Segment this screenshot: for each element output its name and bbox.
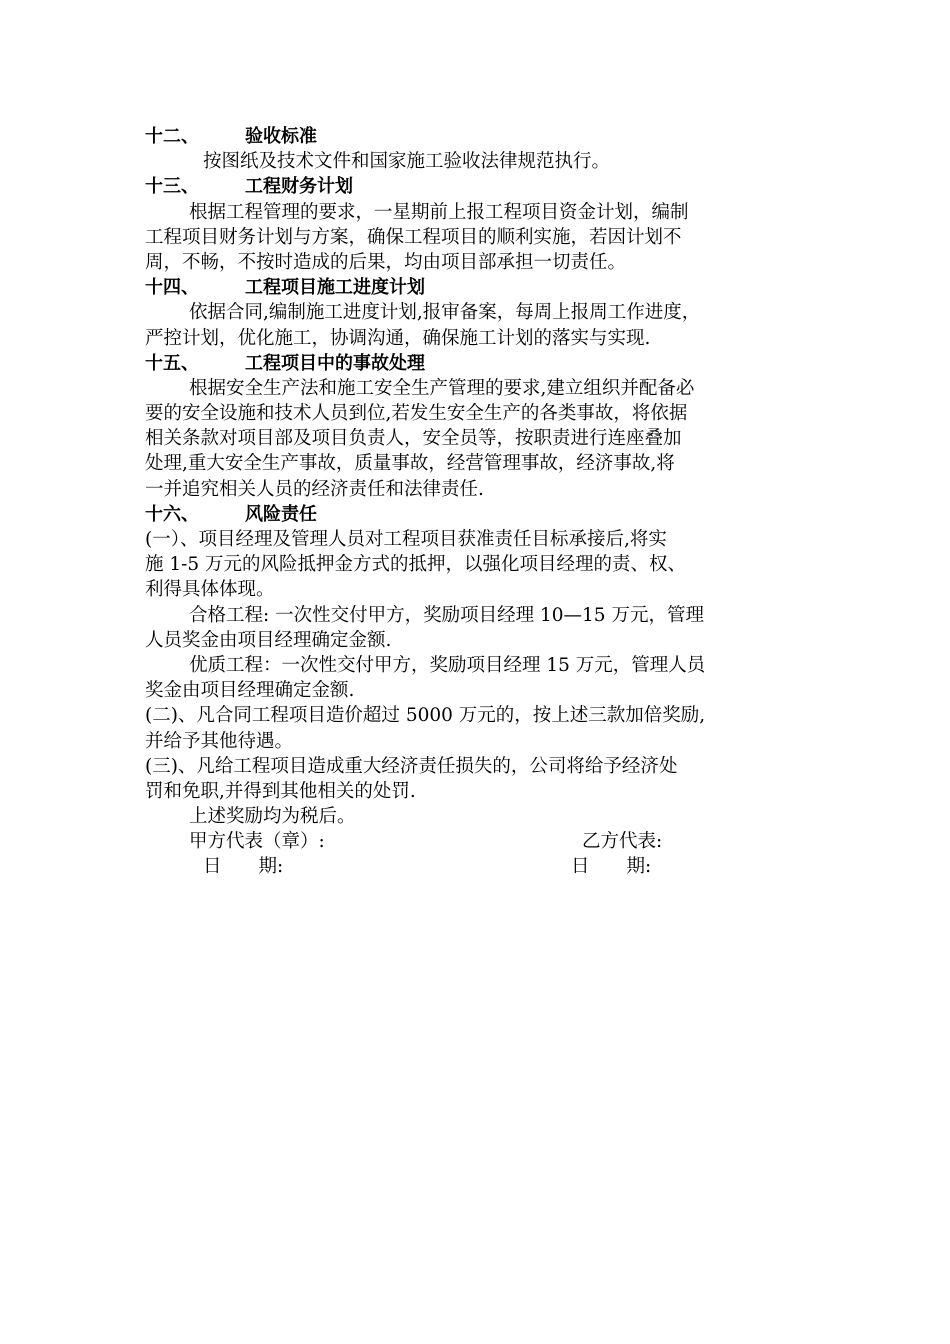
paragraph-line: 人员奖金由项目经理确定金额.	[145, 629, 392, 651]
document-page	[145, 124, 810, 880]
party-b-label: 乙方代表:	[582, 831, 663, 853]
paragraph-line: 罚和免职,并得到其他相关的处罚.	[145, 780, 416, 802]
party-b-date-label: 日 期:	[571, 856, 652, 878]
section-title: 工程项目施工进度计划	[245, 277, 425, 299]
signature-row	[145, 829, 810, 854]
paragraph-line: 施 1-5 万元的风险抵押金方式的抵押，以强化项目经理的责、权、	[145, 554, 687, 576]
section-heading-14	[145, 275, 810, 300]
party-a-date-label: 日 期:	[203, 856, 284, 878]
paragraph-line: 根据工程管理的要求，一星期前上报工程项目资金计划，编制	[189, 201, 689, 223]
section-title: 验收标准	[245, 126, 317, 147]
paragraph-line: 严控计划，优化施工，协调沟通，确保施工计划的落实与实现.	[145, 327, 651, 349]
section-number: 十三、	[145, 176, 199, 198]
paragraph-line: 相关条款对项目部及项目负责人，安全员等，按职责进行连座叠加	[145, 428, 682, 450]
section-title: 工程财务计划	[245, 176, 353, 198]
section-number: 十五、	[145, 352, 199, 374]
paragraph-line: 利得具体体现。	[145, 579, 275, 601]
section-title: 风险责任	[245, 503, 317, 525]
section-heading-16	[145, 502, 810, 527]
paragraph-line: 处理,重大安全生产事故，质量事故，经营管理事故，经济事故,将	[145, 453, 675, 475]
section-heading-12	[145, 124, 810, 149]
section-heading-13	[145, 174, 810, 199]
party-a-label: 甲方代表（章）:	[189, 831, 325, 853]
date-row	[145, 854, 810, 879]
paragraph-line: (三)、凡给工程项目造成重大经济责任损失的，公司将给予经济处	[145, 755, 678, 777]
section-number: 十二、	[145, 126, 199, 147]
paragraph-line: 工程项目财务计划与方案，确保工程项目的顺利实施，若因计划不	[145, 226, 682, 248]
paragraph-line: 上述奖励均为税后。	[189, 806, 356, 828]
section-number: 十四、	[145, 277, 199, 299]
paragraph-line: 奖金由项目经理确定金额.	[145, 680, 355, 702]
paragraph-line: 周，不畅，不按时造成的后果，均由项目部承担一切责任。	[145, 251, 627, 273]
paragraph-line: 一并追究相关人员的经济责任和法律责任.	[145, 478, 484, 500]
paragraph-line: (二)、凡合同工程项目造价超过 5000 万元的，按上述三款加倍奖励,	[145, 705, 706, 727]
paragraph-line: 合格工程: 一次性交付甲方，奖励项目经理 10—15 万元，管理	[189, 604, 704, 626]
paragraph-line: 要的安全设施和技术人员到位,若发生安全生产的各类事故，将依据	[145, 403, 688, 425]
section-number: 十六、	[145, 503, 199, 525]
paragraph-line: 根据安全生产法和施工安全生产管理的要求,建立组织并配备必	[189, 377, 695, 399]
paragraph-line: 优质工程：一次性交付甲方，奖励项目经理 15 万元，管理人员	[189, 654, 706, 676]
paragraph-line: (一）、项目经理及管理人员对工程项目获准责任目标承接后,将实	[145, 529, 667, 550]
section-title: 工程项目中的事故处理	[245, 352, 425, 374]
paragraph-line: 并给予其他待遇。	[145, 730, 294, 752]
section-heading-15	[145, 351, 810, 376]
paragraph-line: 按图纸及技术文件和国家施工验收法律规范执行。	[203, 151, 611, 173]
paragraph-line: 依据合同,编制施工进度计划,报审备案，每周上报周工作进度，	[189, 302, 701, 324]
